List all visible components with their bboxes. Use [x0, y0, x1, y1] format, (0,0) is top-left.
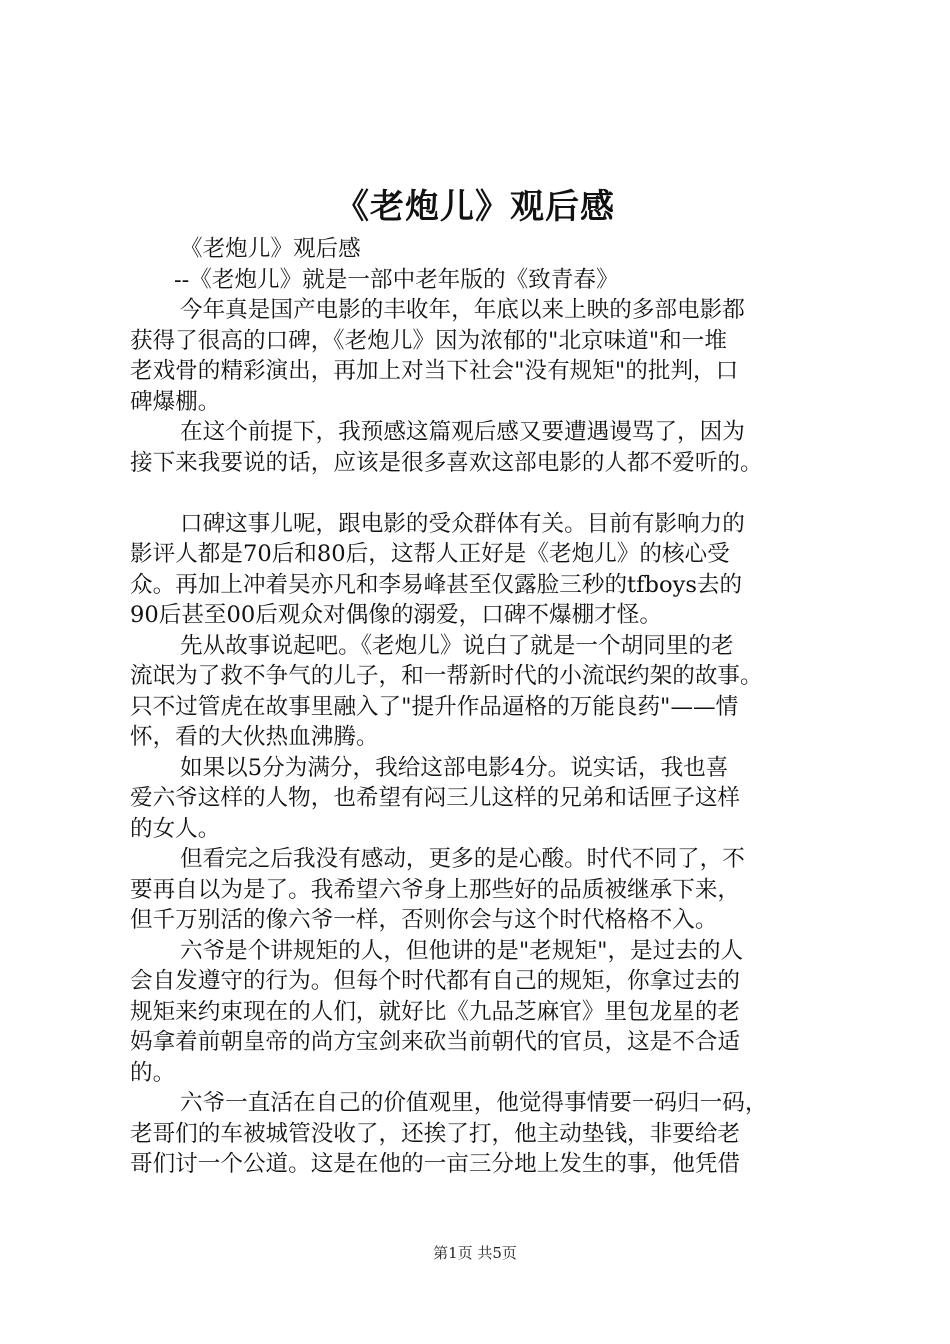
paragraph-line: 影评人都是70后和80后，这帮人正好是《老炮儿》的核心受 — [130, 541, 730, 567]
paragraph-line: 哥们讨一个公道。这是在他的一亩三分地上发生的事，他凭借 — [130, 1151, 741, 1177]
paragraph-line: 老戏骨的精彩演出，再加上对当下社会"没有规矩"的批判，口 — [130, 358, 739, 384]
paragraph-line: 先从故事说起吧。《老炮儿》说白了就是一个胡同里的老 — [180, 632, 734, 659]
document-body — [130, 234, 830, 1180]
paragraph-line: 规矩来约束现在的人们，就好比《九品芝麻官》里包龙星的老 — [130, 998, 741, 1025]
paragraph-line: 口碑这事儿呢，跟电影的受众群体有关。目前有影响力的 — [180, 510, 745, 537]
paragraph-line: 老哥们的车被城管没收了，还挨了打，他主动垫钱，非要给老 — [130, 1120, 741, 1147]
paragraph-line: 会自发遵守的行为。但每个时代都有自己的规矩，你拿过去的 — [130, 968, 741, 994]
paragraph-line: 妈拿着前朝皇帝的尚方宝剑来砍当前朝代的官员，这是不合适 — [130, 1029, 741, 1055]
paragraph-line: 的。 — [130, 1059, 176, 1086]
paragraph-line: 众。再加上冲着吴亦凡和李易峰甚至仅露脸三秒的tfboys去的 — [130, 571, 743, 598]
paragraph-gap — [130, 478, 830, 509]
subtitle-tagline: --《老炮儿》就是一部中老年版的《致青春》 — [174, 266, 619, 293]
paragraph-line: 今年真是国产电影的丰收年，年底以来上映的多部电影都 — [180, 297, 745, 323]
paragraph-line: 六爷是个讲规矩的人，但他讲的是"老规矩"，是过去的人 — [180, 937, 744, 964]
paragraph-line: 90后甚至00后观众对偶像的溺爱，口碑不爆棚才怪。 — [130, 602, 662, 628]
paragraph-line: 在这个前提下，我预感这篇观后感又要遭遇谩骂了，因为 — [180, 419, 745, 445]
paragraph-line: 如果以5分为满分，我给这部电影4分。说实话，我也喜 — [180, 754, 729, 781]
subtitle-line: 《老炮儿》观后感 — [180, 236, 361, 262]
paragraph-line: 怀，看的大伙热血沸腾。 — [130, 724, 379, 750]
paragraph-line: 接下来我要说的话，应该是很多喜欢这部电影的人都不爱听的。 — [130, 449, 763, 476]
paragraph-line: 获得了很高的口碑，《老炮儿》因为浓郁的"北京味道"和一堆 — [130, 327, 727, 354]
paragraph-line: 要再自以为是了。我希望六爷身上那些好的品质被继承下来， — [130, 876, 741, 903]
document-title: 《老炮儿》观后感 — [335, 187, 615, 227]
paragraph-line: 但看完之后我没有感动，更多的是心酸。时代不同了，不 — [180, 846, 745, 872]
paragraph-line: 碑爆棚。 — [130, 388, 221, 415]
paragraph-line: 六爷一直活在自己的价值观里，他觉得事情要一码归一码， — [180, 1090, 768, 1116]
paragraph-line: 只不过管虎在故事里融入了"提升作品逼格的万能良药"——情 — [130, 693, 739, 720]
page-footer: 第1页 共5页 — [433, 1244, 517, 1262]
paragraph-line: 爱六爷这样的人物，也希望有闷三儿这样的兄弟和话匣子这样 — [130, 785, 741, 811]
paragraph-line: 但千万别活的像六爷一样，否则你会与这个时代格格不入。 — [130, 907, 718, 933]
paragraph-line: 的女人。 — [130, 815, 221, 842]
paragraph-line: 流氓为了救不争气的儿子，和一帮新时代的小流氓约架的故事。 — [130, 663, 763, 689]
